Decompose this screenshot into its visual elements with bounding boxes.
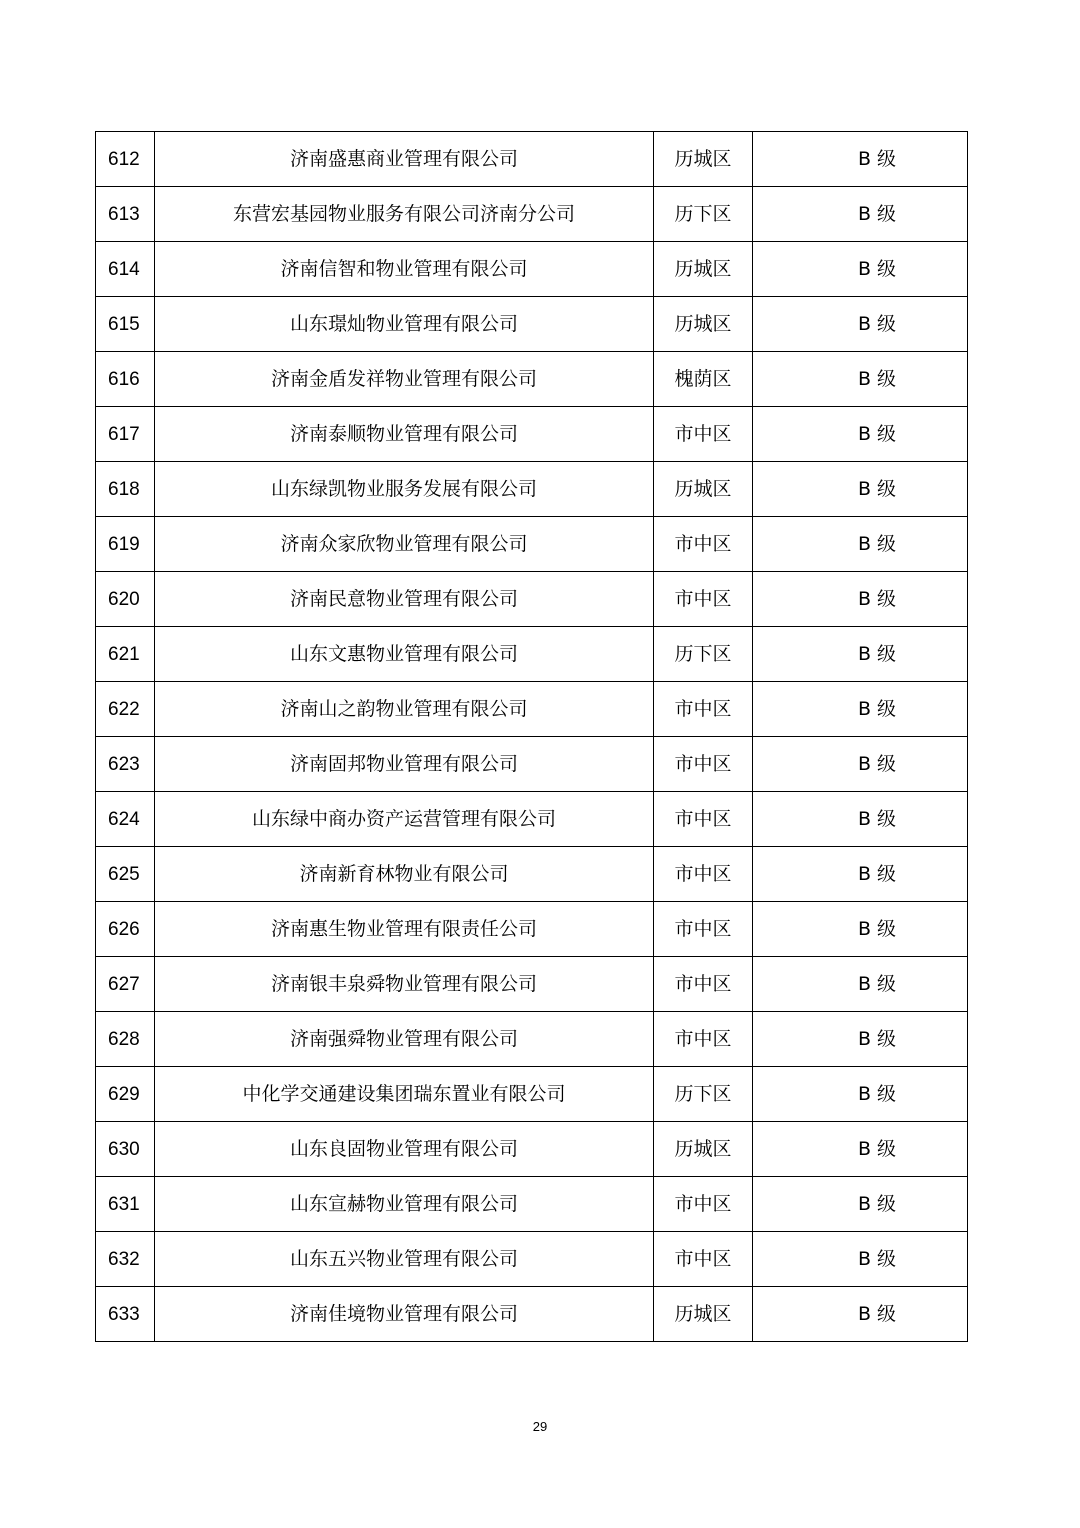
district-cell: 历城区	[654, 462, 753, 517]
table-row	[96, 187, 968, 242]
district-cell: 市中区	[654, 737, 753, 792]
grade-cell: B 级	[753, 627, 968, 682]
table-row	[96, 407, 968, 462]
district-cell: 槐荫区	[654, 352, 753, 407]
table-row	[96, 297, 968, 352]
district-cell: 市中区	[654, 792, 753, 847]
grade-cell: B 级	[753, 352, 968, 407]
district-cell: 市中区	[654, 957, 753, 1012]
table-row	[96, 1232, 968, 1287]
table-row	[96, 1287, 968, 1342]
district-cell: 历下区	[654, 627, 753, 682]
company-name-cell: 山东文惠物业管理有限公司	[155, 627, 654, 682]
company-name-cell: 山东五兴物业管理有限公司	[155, 1232, 654, 1287]
grade-cell: B 级	[753, 407, 968, 462]
table-row	[96, 792, 968, 847]
grade-cell: B 级	[753, 132, 968, 187]
row-number-cell: 622	[96, 682, 155, 737]
table-row	[96, 1067, 968, 1122]
company-name-cell: 济南银丰泉舜物业管理有限公司	[155, 957, 654, 1012]
row-number-cell: 625	[96, 847, 155, 902]
grade-cell: B 级	[753, 517, 968, 572]
district-cell: 历城区	[654, 297, 753, 352]
row-number-cell: 616	[96, 352, 155, 407]
company-name-cell: 济南信智和物业管理有限公司	[155, 242, 654, 297]
company-name-cell: 山东良固物业管理有限公司	[155, 1122, 654, 1177]
company-name-cell: 济南山之韵物业管理有限公司	[155, 682, 654, 737]
row-number-cell: 612	[96, 132, 155, 187]
grade-cell: B 级	[753, 1232, 968, 1287]
enterprise-rating-table	[95, 131, 968, 1342]
district-cell: 市中区	[654, 407, 753, 462]
district-cell: 市中区	[654, 1177, 753, 1232]
company-name-cell: 济南盛惠商业管理有限公司	[155, 132, 654, 187]
grade-cell: B 级	[753, 462, 968, 517]
company-name-cell: 济南泰顺物业管理有限公司	[155, 407, 654, 462]
district-cell: 市中区	[654, 572, 753, 627]
row-number-cell: 623	[96, 737, 155, 792]
row-number-cell: 633	[96, 1287, 155, 1342]
table-row	[96, 847, 968, 902]
row-number-cell: 630	[96, 1122, 155, 1177]
company-name-cell: 东营宏基园物业服务有限公司济南分公司	[155, 187, 654, 242]
table-body	[96, 132, 968, 1342]
row-number-cell: 632	[96, 1232, 155, 1287]
company-name-cell: 中化学交通建设集团瑞东置业有限公司	[155, 1067, 654, 1122]
table-row	[96, 1177, 968, 1232]
company-name-cell: 山东绿中商办资产运营管理有限公司	[155, 792, 654, 847]
company-name-cell: 济南金盾发祥物业管理有限公司	[155, 352, 654, 407]
company-name-cell: 济南佳境物业管理有限公司	[155, 1287, 654, 1342]
table-row	[96, 572, 968, 627]
row-number-cell: 619	[96, 517, 155, 572]
district-cell: 历城区	[654, 1122, 753, 1177]
company-name-cell: 济南众家欣物业管理有限公司	[155, 517, 654, 572]
table-row	[96, 1012, 968, 1067]
grade-cell: B 级	[753, 297, 968, 352]
company-name-cell: 济南新育林物业有限公司	[155, 847, 654, 902]
company-name-cell: 济南民意物业管理有限公司	[155, 572, 654, 627]
row-number-cell: 626	[96, 902, 155, 957]
row-number-cell: 621	[96, 627, 155, 682]
grade-cell: B 级	[753, 902, 968, 957]
district-cell: 市中区	[654, 1012, 753, 1067]
row-number-cell: 620	[96, 572, 155, 627]
row-number-cell: 614	[96, 242, 155, 297]
table-row	[96, 352, 968, 407]
page-number: 29	[532, 1419, 548, 1434]
district-cell: 历下区	[654, 1067, 753, 1122]
company-name-cell: 济南固邦物业管理有限公司	[155, 737, 654, 792]
table-row	[96, 462, 968, 517]
table-row	[96, 902, 968, 957]
table-row	[96, 957, 968, 1012]
table-row	[96, 517, 968, 572]
grade-cell: B 级	[753, 1287, 968, 1342]
row-number-cell: 624	[96, 792, 155, 847]
table-row	[96, 242, 968, 297]
district-cell: 历城区	[654, 132, 753, 187]
row-number-cell: 613	[96, 187, 155, 242]
grade-cell: B 级	[753, 242, 968, 297]
grade-cell: B 级	[753, 572, 968, 627]
table-row	[96, 682, 968, 737]
table-row	[96, 1122, 968, 1177]
company-name-cell: 济南强舜物业管理有限公司	[155, 1012, 654, 1067]
grade-cell: B 级	[753, 187, 968, 242]
grade-cell: B 级	[753, 957, 968, 1012]
company-name-cell: 山东宣赫物业管理有限公司	[155, 1177, 654, 1232]
district-cell: 市中区	[654, 682, 753, 737]
row-number-cell: 618	[96, 462, 155, 517]
district-cell: 历下区	[654, 187, 753, 242]
table-row	[96, 737, 968, 792]
row-number-cell: 627	[96, 957, 155, 1012]
company-name-cell: 山东绿凯物业服务发展有限公司	[155, 462, 654, 517]
district-cell: 历城区	[654, 1287, 753, 1342]
district-cell: 历城区	[654, 242, 753, 297]
grade-cell: B 级	[753, 1012, 968, 1067]
row-number-cell: 628	[96, 1012, 155, 1067]
row-number-cell: 631	[96, 1177, 155, 1232]
grade-cell: B 级	[753, 1067, 968, 1122]
row-number-cell: 617	[96, 407, 155, 462]
grade-cell: B 级	[753, 682, 968, 737]
district-cell: 市中区	[654, 1232, 753, 1287]
district-cell: 市中区	[654, 517, 753, 572]
table-row	[96, 627, 968, 682]
table-row	[96, 132, 968, 187]
grade-cell: B 级	[753, 1122, 968, 1177]
row-number-cell: 629	[96, 1067, 155, 1122]
grade-cell: B 级	[753, 792, 968, 847]
grade-cell: B 级	[753, 737, 968, 792]
row-number-cell: 615	[96, 297, 155, 352]
company-name-cell: 济南惠生物业管理有限责任公司	[155, 902, 654, 957]
grade-cell: B 级	[753, 847, 968, 902]
district-cell: 市中区	[654, 847, 753, 902]
company-name-cell: 山东璟灿物业管理有限公司	[155, 297, 654, 352]
district-cell: 市中区	[654, 902, 753, 957]
grade-cell: B 级	[753, 1177, 968, 1232]
